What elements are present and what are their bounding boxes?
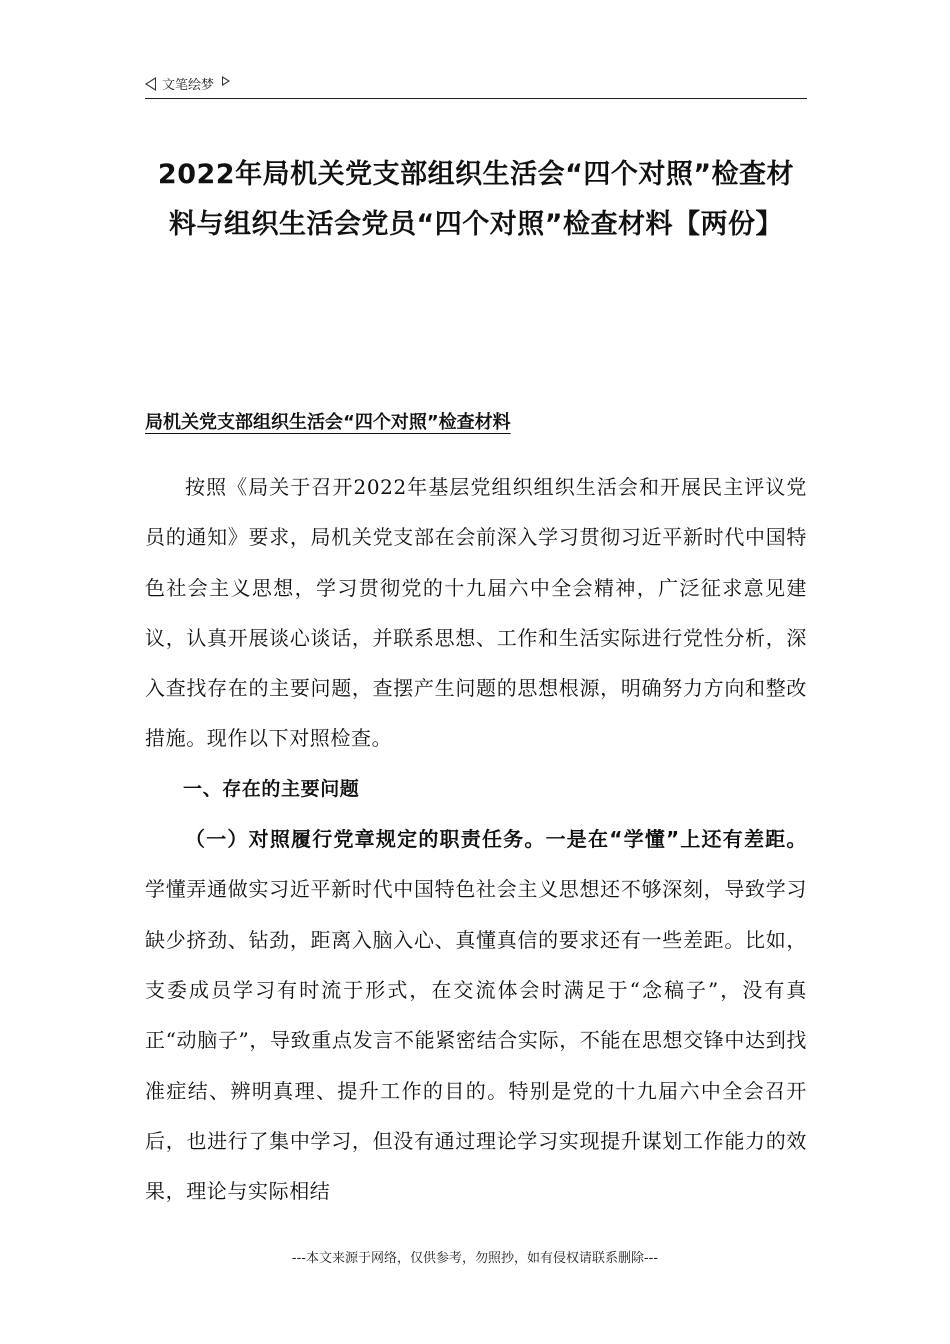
brand-label: 文笔绘梦 bbox=[162, 78, 215, 93]
page-footer: ---本文来源于网络，仅供参考，勿照抄，如有侵权请联系删除--- bbox=[291, 1251, 659, 1266]
point-1-paragraph bbox=[145, 814, 807, 1216]
heading-main-problems: 一、存在的主要问题 bbox=[183, 777, 360, 800]
triangle-right-icon bbox=[222, 76, 230, 86]
point-1-text: 学懂弄通做实习近平新时代中国特色社会主义思想还不够深刻，导致学习缺少挤劲、钻劲，距离入脑入心、真懂真信的要求还有一些差距。比如，支委成员学习有时流于形式，在交流体会时满足于“念稿子”，没有真正“动脑子”，导致重点发言不能紧密结合实际，不能在思想交锋中达到找准症结、辨明真理、提升工作的目的。特别是党的十九届六中全会召开后，也进行了集中学习，但没有通过理论学习实现提升谋划工作能力的效果，理论与实际相结 bbox=[145, 877, 807, 1204]
page-header bbox=[145, 74, 807, 99]
triangle-left-icon bbox=[145, 77, 156, 91]
header-brand bbox=[145, 74, 230, 93]
document-body bbox=[145, 462, 807, 1216]
point-1-bold: （一）对照履行党章规定的职责任务。一是在“学懂”上还有差距。 bbox=[185, 827, 807, 852]
document-title: 2022年局机关党支部组织生活会“四个对照”检查材料与组织生活会党员“四个对照”检查材料【两份】 bbox=[157, 159, 795, 240]
intro-paragraph: 按照《局关于召开2022年基层党组织组织生活会和开展民主评议党员的通知》要求，局机关党支部在会前深入学习贯彻习近平新时代中国特色社会主义思想，学习贯彻党的十九届六中全会精神，广泛征求意见建议，认真开展谈心谈话，并联系思想、工作和生活实际进行党性分析，深入查找存在的主要问题，查摆产生问题的思想根源，明确努力方向和整改措施。现作以下对照检查。 bbox=[145, 475, 807, 751]
section-title: 局机关党支部组织生活会“四个对照”检查材料 bbox=[145, 412, 511, 433]
